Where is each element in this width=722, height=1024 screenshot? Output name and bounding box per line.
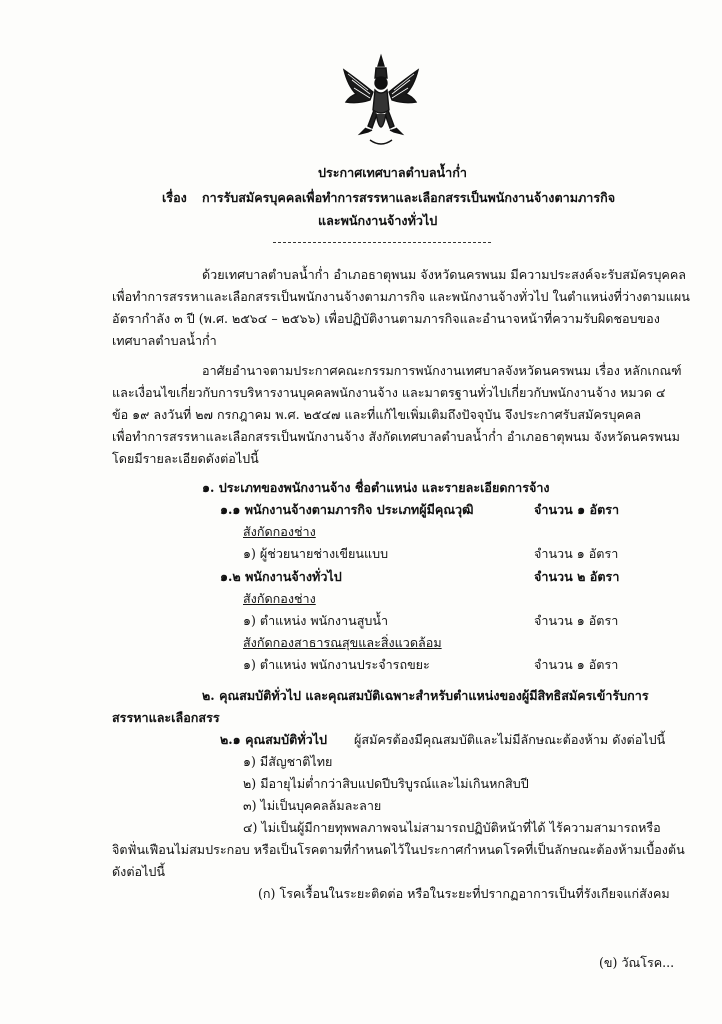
section1-1-title: ๑.๑ พนักงานจ้างตามภารกิจ ประเภทผู้มีคุณวุฒิ (220, 502, 474, 517)
subject-line-1: การรับสมัครบุคคลเพื่อทำการสรรหาและเลือกสรรเป็นพนักงานจ้างตามภารกิจ (202, 190, 616, 205)
section1-2-count: จำนวน ๒ อัตรา (534, 569, 620, 584)
section1-heading: ๑. ประเภทของพนักงานจ้าง ชื่อตำแหน่ง และรายละเอียดการจ้าง (202, 480, 550, 495)
section1-2-dept-2: สังกัดกองสาธารณสุขและสิ่งแวดล้อม (243, 635, 442, 650)
qualification-item-4-line: จิตฟั่นเฟือนไม่สมประกอบ หรือเป็นโรคตามที่กำหนดไว้ในประกาศกำหนดโรคที่เป็นลักษณะต้องห้ามเบื้องต้น (112, 842, 685, 857)
section1-2-item-2: ๑) ตำแหน่ง พนักงานประจำรถขยะ (243, 657, 430, 672)
intro-line: เพื่อทำการสรรหาและเลือกสรรเป็นพนักงานจ้างตามภารกิจ และพนักงานจ้างทั่วไป ในตำแหน่งที่ว่างตามแผน (112, 289, 690, 304)
section2-1-title: ๒.๑ คุณสมบัติทั่วไป (220, 732, 328, 747)
section2-1-rest: ผู้สมัครต้องมีคุณสมบัติและไม่มีลักษณะต้องห้าม ดังต่อไปนี้ (354, 732, 666, 747)
authority-line: เพื่อทำการสรรหาและเลือกสรรเป็นพนักงานจ้าง สังกัดเทศบาลตำบลน้ำก่ำ อำเภอธาตุพนม จังหวัดนครพนม (112, 429, 680, 444)
continued-marker: (ข) วัณโรค... (599, 955, 675, 970)
intro-line: ด้วยเทศบาลตำบลน้ำก่ำ อำเภอธาตุพนม จังหวัดนครพนม มีความประสงค์จะรับสมัครบุคคล (202, 267, 686, 282)
divider (273, 242, 491, 243)
garuda-emblem (340, 50, 422, 150)
section1-2-title: ๑.๒ พนักงานจ้างทั่วไป (220, 569, 342, 584)
intro-line: เทศบาลตำบลน้ำก่ำ (112, 333, 217, 348)
section1-2-item-1: ๑) ตำแหน่ง พนักงานสูบน้ำ (243, 613, 389, 628)
section2-heading-line-2: สรรหาและเลือกสรร (112, 710, 220, 725)
announcement-title: ประกาศเทศบาลตำบลน้ำก่ำ (318, 165, 467, 180)
qualification-item-4a: (ก) โรคเรื้อนในระยะติดต่อ หรือในระยะที่ปรากฏอาการเป็นที่รังเกียจแก่สังคม (258, 886, 670, 901)
section1-2-dept-1: สังกัดกองช่าง (243, 591, 316, 606)
section1-2-item-2-count: จำนวน ๑ อัตรา (534, 657, 619, 672)
section1-2-item-1-count: จำนวน ๑ อัตรา (534, 613, 619, 628)
section1-1-dept: สังกัดกองช่าง (243, 524, 316, 539)
section2-heading-line-1: ๒. คุณสมบัติทั่วไป และคุณสมบัติเฉพาะสำหรับตำแหน่งของผู้มีสิทธิสมัครเข้ารับการ (202, 688, 649, 703)
qualification-item: ๒) มีอายุไม่ต่ำกว่าสิบแปดปีบริบูรณ์และไม่เกินหกสิบปี (243, 776, 529, 791)
section1-1-item: ๑) ผู้ช่วยนายช่างเขียนแบบ (243, 546, 389, 561)
subject-label: เรื่อง (162, 190, 187, 205)
intro-line: อัตรากำลัง ๓ ปี (พ.ศ. ๒๕๖๔ – ๒๕๖๖) เพื่อปฏิบัติงานตามภารกิจและอำนาจหน้าที่ความรับผิดชอบของ (112, 311, 660, 326)
qualification-item: ๑) มีสัญชาติไทย (243, 754, 333, 769)
authority-line: ข้อ ๑๙ ลงวันที่ ๒๗ กรกฎาคม พ.ศ. ๒๕๔๗ และที่แก้ไขเพิ่มเติมถึงปัจจุบัน จึงประกาศรับสมัครบุคคล (112, 407, 642, 422)
subject-line-2: และพนักงานจ้างทั่วไป (318, 213, 438, 228)
qualification-item-4-line: ๔) ไม่เป็นผู้มีกายทุพพลภาพจนไม่สามารถปฏิบัติหน้าที่ได้ ไร้ความสามารถหรือ (243, 820, 661, 835)
authority-line: และเงื่อนไขเกี่ยวกับการบริหารงานบุคคลพนักงานจ้าง และมาตรฐานทั่วไปเกี่ยวกับพนักงานจ้าง หมวด ๔ (112, 385, 666, 400)
section1-1-item-count: จำนวน ๑ อัตรา (534, 546, 619, 561)
authority-line: โดยมีรายละเอียดดังต่อไปนี้ (112, 451, 259, 466)
qualification-item-4-line: ดังต่อไปนี้ (112, 864, 166, 879)
authority-line: อาศัยอำนาจตามประกาศคณะกรรมการพนักงานเทศบาลจังหวัดนครพนม เรื่อง หลักเกณฑ์ (202, 363, 682, 378)
section1-1-count: จำนวน ๑ อัตรา (534, 502, 620, 517)
qualification-item: ๓) ไม่เป็นบุคคลล้มละลาย (243, 798, 382, 813)
